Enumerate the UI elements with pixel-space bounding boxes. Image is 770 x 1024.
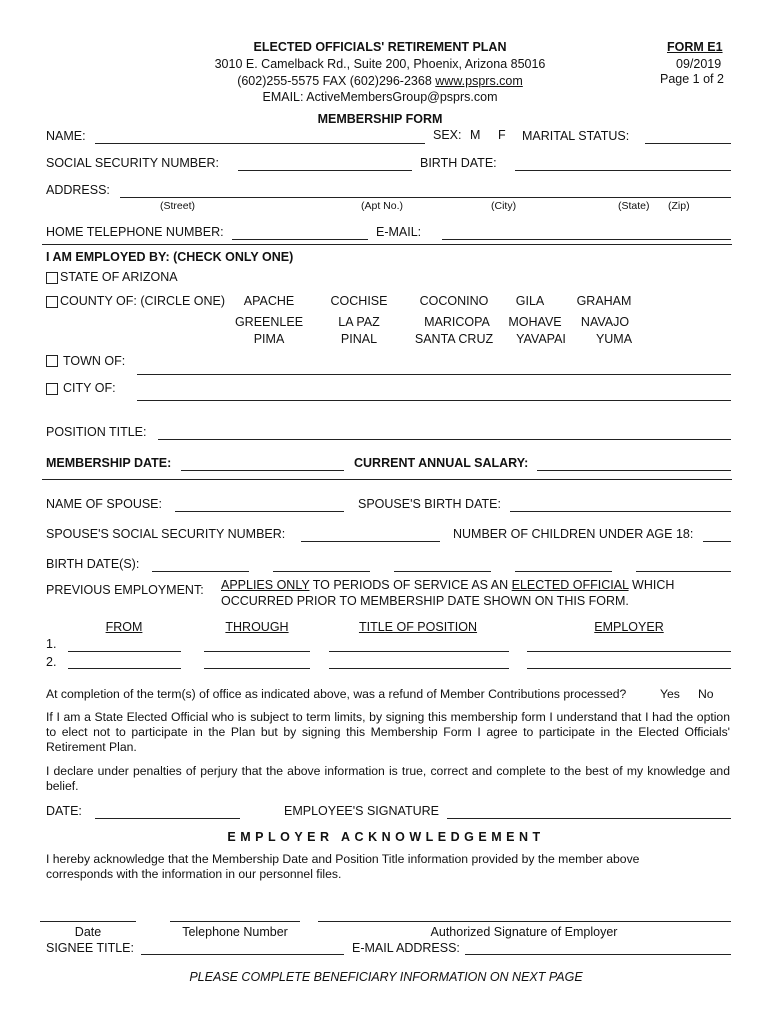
footer-note: PLEASE COMPLETE BENEFICIARY INFORMATION ON NEXT PAGE (189, 970, 583, 984)
county-gila[interactable]: GILA (515, 294, 545, 308)
county-cochise[interactable]: COCHISE (330, 294, 388, 308)
position-title-field[interactable] (158, 439, 731, 440)
perjury-statement: I declare under penalties of perjury that the above information is true, correct and complete to the best of my knowledge and belief. (46, 764, 730, 793)
row1-employer-field[interactable] (527, 651, 731, 652)
plan-phone-line (237, 74, 523, 88)
ack-text: I hereby acknowledge that the Membership Date and Position Title information provided by the member above corresponds with the information in our personnel files. (46, 852, 640, 881)
refund-yes-option[interactable]: Yes (660, 687, 680, 701)
child-birthdate-5-field[interactable] (636, 571, 731, 572)
spouse-birth-field[interactable] (510, 511, 731, 512)
col-title-of-position: TITLE OF POSITION (358, 620, 478, 634)
row1-title-field[interactable] (329, 651, 509, 652)
birth-date-field[interactable] (515, 170, 731, 171)
page-number: Page 1 of 2 (660, 72, 724, 86)
ack-email-field[interactable] (465, 954, 731, 955)
county-coconino[interactable]: COCONINO (419, 294, 489, 308)
ack-phone-field[interactable] (170, 921, 300, 922)
county-la-paz[interactable]: LA PAZ (338, 315, 380, 329)
child-birthdate-2-field[interactable] (273, 571, 370, 572)
children-birthdates-label: BIRTH DATE(S): (46, 557, 140, 571)
city-checkbox[interactable] (46, 383, 58, 395)
previous-employment-label: PREVIOUS EMPLOYMENT: (46, 583, 204, 597)
previous-note-line2: OCCURRED PRIOR TO MEMBERSHIP DATE SHOWN ON THIS FORM. (221, 594, 629, 608)
row2-through-field[interactable] (204, 668, 310, 669)
date-field[interactable] (95, 818, 240, 819)
row2-employer-field[interactable] (527, 668, 731, 669)
child-birthdate-1-field[interactable] (152, 571, 249, 572)
spouse-name-label: NAME OF SPOUSE: (46, 497, 162, 511)
marital-status-field[interactable] (645, 143, 731, 144)
city-field[interactable] (137, 400, 731, 401)
ssn-label: SOCIAL SECURITY NUMBER: (46, 156, 219, 170)
county-greenlee[interactable]: GREENLEE (234, 315, 304, 329)
children-field[interactable] (703, 541, 731, 542)
county-label: COUNTY OF: (CIRCLE ONE) (60, 294, 226, 308)
home-phone-label: HOME TELEPHONE NUMBER: (46, 225, 224, 239)
county-pinal[interactable]: PINAL (340, 332, 378, 346)
address-field[interactable] (120, 197, 731, 198)
position-title-label: POSITION TITLE: (46, 425, 147, 439)
county-santa-cruz[interactable]: SANTA CRUZ (414, 332, 494, 346)
town-checkbox[interactable] (46, 355, 58, 367)
row-number-2: 2. (46, 655, 57, 669)
county-yuma[interactable]: YUMA (595, 332, 633, 346)
row1-from-field[interactable] (68, 651, 181, 652)
row2-from-field[interactable] (68, 668, 181, 669)
ack-date-field[interactable] (40, 921, 136, 922)
spouse-ssn-label: SPOUSE'S SOCIAL SECURITY NUMBER: (46, 527, 286, 541)
section-divider (42, 244, 732, 245)
ack-date-caption: Date (74, 925, 102, 939)
note-elected-official: ELECTED OFFICIAL (511, 578, 629, 592)
addr-city-caption: (City) (491, 200, 517, 212)
form-id: FORM E1 (667, 40, 723, 54)
name-field[interactable] (95, 143, 425, 144)
county-apache[interactable]: APACHE (243, 294, 295, 308)
county-navajo[interactable]: NAVAJO (580, 315, 630, 329)
town-label: TOWN OF: (63, 354, 126, 368)
child-birthdate-3-field[interactable] (394, 571, 491, 572)
ack-heading: EMPLOYER ACKNOWLEDGEMENT (227, 830, 545, 844)
employee-signature-label: EMPLOYEE'S SIGNATURE (284, 804, 439, 818)
website-link[interactable]: www.psprs.com (435, 74, 523, 88)
signee-title-field[interactable] (141, 954, 344, 955)
city-label: CITY OF: (63, 381, 116, 395)
previous-note-line1 (221, 578, 674, 592)
spouse-name-field[interactable] (175, 511, 344, 512)
sex-label: SEX: (433, 128, 462, 142)
home-phone-field[interactable] (232, 239, 368, 240)
ack-signature-caption: Authorized Signature of Employer (430, 925, 618, 939)
section-divider (42, 479, 732, 480)
membership-date-label: MEMBERSHIP DATE: (46, 456, 172, 470)
employer-heading: I AM EMPLOYED BY: (CHECK ONLY ONE) (46, 250, 294, 264)
row2-title-field[interactable] (329, 668, 509, 669)
county-maricopa[interactable]: MARICOPA (424, 315, 490, 329)
ssn-field[interactable] (238, 170, 412, 171)
state-checkbox[interactable] (46, 272, 58, 284)
plan-email: EMAIL: ActiveMembersGroup@psprs.com (262, 90, 498, 104)
ack-signature-field[interactable] (318, 921, 731, 922)
town-field[interactable] (137, 374, 731, 375)
county-pima[interactable]: PIMA (253, 332, 285, 346)
date-label: DATE: (46, 804, 82, 818)
spouse-ssn-field[interactable] (301, 541, 440, 542)
addr-street-caption: (Street) (160, 200, 196, 212)
phone-fax: (602)255-5575 FAX (602)296-2368 (237, 74, 432, 88)
sex-m-option[interactable]: M (470, 128, 481, 142)
addr-state-caption: (State) (618, 200, 650, 212)
county-mohave[interactable]: MOHAVE (508, 315, 562, 329)
county-graham[interactable]: GRAHAM (576, 294, 632, 308)
plan-address: 3010 E. Camelback Rd., Suite 200, Phoenix, Arizona 85016 (214, 57, 546, 71)
ack-email-label: E-MAIL ADDRESS: (352, 941, 460, 955)
children-label: NUMBER OF CHILDREN UNDER AGE 18: (453, 527, 694, 541)
employee-signature-field[interactable] (447, 818, 731, 819)
county-yavapai[interactable]: YAVAPAI (516, 332, 566, 346)
membership-date-field[interactable] (181, 470, 344, 471)
form-date: 09/2019 (676, 57, 722, 71)
refund-no-option[interactable]: No (698, 687, 714, 701)
county-checkbox[interactable] (46, 296, 58, 308)
salary-field[interactable] (537, 470, 731, 471)
col-employer: EMPLOYER (594, 620, 664, 634)
row-number-1: 1. (46, 637, 57, 651)
col-through: THROUGH (225, 620, 289, 634)
col-from: FROM (105, 620, 143, 634)
note-applies-only: APPLIES ONLY (221, 578, 310, 592)
signee-title-label: SIGNEE TITLE: (46, 941, 134, 955)
row1-through-field[interactable] (204, 651, 310, 652)
state-label: STATE OF ARIZONA (60, 270, 178, 284)
note-mid: TO PERIODS OF SERVICE AS AN (309, 578, 512, 592)
note-end: WHICH (628, 578, 675, 592)
address-label: ADDRESS: (46, 183, 110, 197)
salary-label: CURRENT ANNUAL SALARY: (354, 456, 529, 470)
form-subtitle: MEMBERSHIP FORM (317, 112, 443, 126)
ack-phone-caption: Telephone Number (182, 925, 288, 939)
sex-f-option[interactable]: F (498, 128, 506, 142)
addr-apt-caption: (Apt No.) (361, 200, 404, 212)
birth-date-label: BIRTH DATE: (420, 156, 497, 170)
email-field[interactable] (442, 239, 731, 240)
term-limits-statement: If I am a State Elected Official who is subject to term limits, by signing this membership form I understand that I had the option to elect not to participate in the Plan but by signing this Membership Form I agree to participate in the Elected Officials' Retirement Plan. (46, 710, 730, 754)
addr-zip-caption: (Zip) (668, 200, 690, 212)
refund-question: At completion of the term(s) of office as indicated above, was a refund of Member Contributions processed? (46, 687, 627, 701)
email-label: E-MAIL: (376, 225, 422, 239)
plan-title: ELECTED OFFICIALS' RETIREMENT PLAN (253, 40, 507, 54)
spouse-birth-label: SPOUSE'S BIRTH DATE: (358, 497, 501, 511)
name-label: NAME: (46, 129, 86, 143)
child-birthdate-4-field[interactable] (515, 571, 612, 572)
marital-status-label: MARITAL STATUS: (522, 129, 630, 143)
